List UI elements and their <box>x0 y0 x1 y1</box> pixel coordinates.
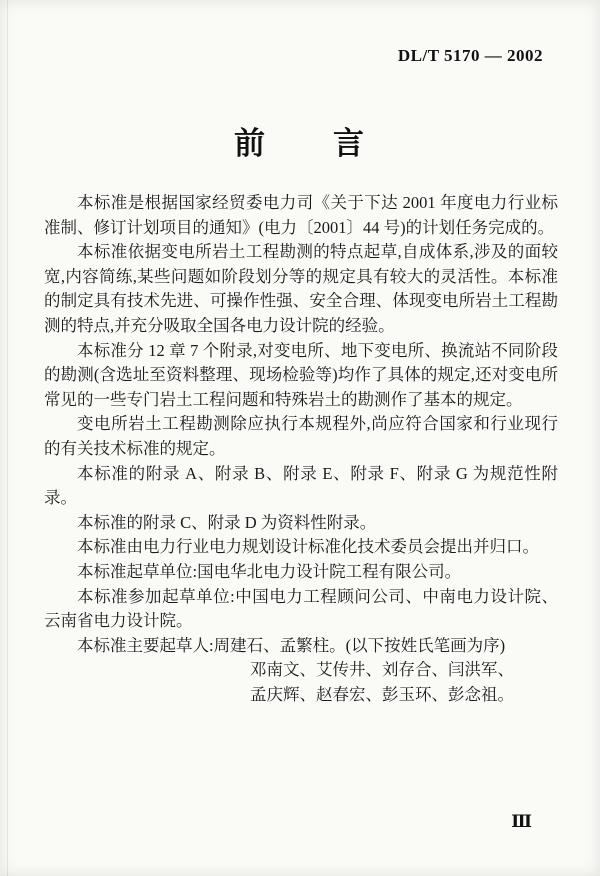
paragraph: 本标准的附录 A、附录 B、附录 E、附录 F、附录 G 为规范性附录。 <box>44 463 558 508</box>
paragraph: 本标准的附录 C、附录 D 为资料性附录。 <box>77 512 377 532</box>
paragraph: 本标准由电力行业电力规划设计标准化技术委员会提出并归口。 <box>77 537 539 557</box>
page-title: 前 言 <box>234 126 366 161</box>
page-number: Ⅲ <box>511 812 532 831</box>
document-body <box>44 191 558 707</box>
paragraph: 变电所岩土工程勘测除应执行本规程外,尚应符合国家和行业现行的有关技术标准的规定。 <box>44 414 558 458</box>
paragraph: 本标准是根据国家经贸委电力司《关于下达 2001 年度电力行业标准制、修订计划项目的通知》(电力〔2001〕44 号)的计划任务完成的。 <box>44 193 558 237</box>
paragraph: 本标准参加起草单位:中国电力工程顾问公司、中南电力设计院、云南省电力设计院。 <box>44 586 558 631</box>
drafter-names-line: 孟庆辉、赵春宏、彭玉环、彭念祖。 <box>250 684 514 704</box>
drafter-names-line: 邓南文、艾传井、刘存合、闫洪军、 <box>250 660 514 680</box>
paragraph: 本标准依据变电所岩土工程勘测的特点起草,自成体系,涉及的面较宽,内容简练,某些问题如阶段划分等的规定具有较大的灵活性。本标准的制定具有技术先进、可操作性强、安全合理、体现变电所岩土工程勘测的特点,并充分吸取全国各电力设计院的经验。 <box>44 242 558 335</box>
paragraph: 本标准起草单位:国电华北电力设计院工程有限公司。 <box>77 561 462 581</box>
paragraph: 本标准分 12 章 7 个附录,对变电所、地下变电所、换流站不同阶段的勘测(含选址至资料整理、现场检验等)均作了具体的规定,还对变电所常见的一些专门岩土工程问题和特殊岩土的勘测作了基本的规定。 <box>44 340 558 409</box>
standard-number: DL/T 5170 — 2002 <box>397 46 543 65</box>
paragraph: 本标准主要起草人:周建石、孟繁柱。(以下按姓氏笔画为序) <box>77 635 506 655</box>
